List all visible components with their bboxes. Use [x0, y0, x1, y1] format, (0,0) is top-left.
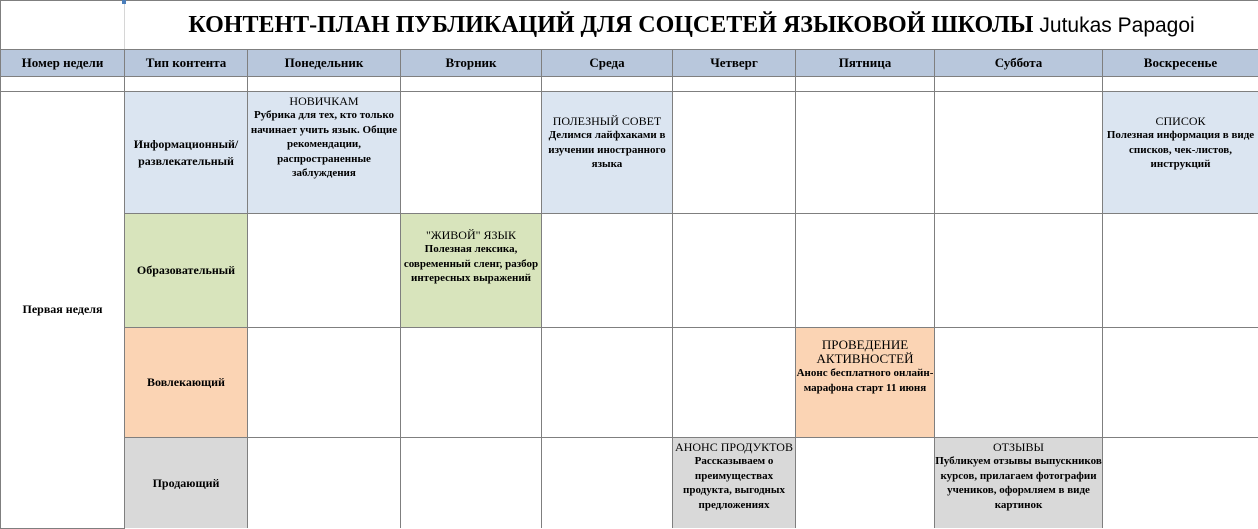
cell[interactable] — [935, 214, 1103, 328]
cell[interactable] — [248, 77, 401, 92]
post-text: Рассказываем о преимуществах продукта, выгодных предложениях — [673, 454, 795, 512]
cell[interactable] — [125, 77, 248, 92]
header-tuesday[interactable]: Вторник — [401, 50, 542, 77]
cell[interactable] — [542, 438, 673, 529]
row-eng — [1, 328, 1258, 438]
cell[interactable] — [935, 92, 1103, 214]
post-heading: ПОЛЕЗНЫЙ СОВЕТ — [542, 114, 672, 128]
cell[interactable] — [1103, 214, 1258, 328]
cell[interactable] — [673, 77, 796, 92]
title-row — [1, 1, 1258, 50]
cell[interactable] — [401, 92, 542, 214]
cell[interactable] — [248, 438, 401, 529]
post-heading: НОВИЧКАМ — [248, 94, 400, 108]
corner-cell[interactable] — [1, 1, 125, 50]
post-cell-info-monday[interactable] — [248, 92, 401, 214]
post-heading: ОТЗЫВЫ — [935, 440, 1102, 454]
post-cell-sell-saturday[interactable] — [935, 438, 1103, 529]
header-friday[interactable]: Пятница — [796, 50, 935, 77]
cell[interactable] — [673, 328, 796, 438]
cell[interactable] — [796, 92, 935, 214]
post-cell-info-sunday[interactable] — [1103, 92, 1258, 214]
row-info — [1, 92, 1258, 214]
cell[interactable] — [935, 328, 1103, 438]
category-sell[interactable]: Продающий — [125, 438, 248, 529]
cell[interactable] — [935, 77, 1103, 92]
column-marker — [122, 0, 126, 4]
category-edu[interactable]: Образовательный — [125, 214, 248, 328]
cell[interactable] — [401, 77, 542, 92]
cell[interactable] — [401, 438, 542, 529]
post-heading: СПИСОК — [1103, 114, 1258, 128]
header-saturday[interactable]: Суббота — [935, 50, 1103, 77]
category-info[interactable]: Информационный/ развлекательный — [125, 92, 248, 214]
blank-row — [1, 77, 1258, 92]
cell[interactable] — [673, 214, 796, 328]
week-label[interactable]: Первая неделя — [1, 92, 125, 529]
cell[interactable] — [796, 438, 935, 529]
cell[interactable] — [1103, 77, 1258, 92]
cell[interactable] — [796, 77, 935, 92]
post-text: Рубрика для тех, кто только начинает учить язык. Общие рекомендации, распространенные заблуждения — [248, 108, 400, 181]
page-title[interactable] — [125, 1, 1258, 50]
cell[interactable] — [401, 328, 542, 438]
post-text: Делимся лайфхаками в изучении иностранного языка — [542, 128, 672, 172]
header-sunday[interactable]: Воскресенье — [1103, 50, 1258, 77]
category-eng[interactable]: Вовлекающий — [125, 328, 248, 438]
title-brand: Jutukas Papagoi — [1039, 14, 1194, 37]
cell[interactable] — [248, 328, 401, 438]
header-row — [1, 50, 1258, 77]
row-sell — [1, 438, 1258, 529]
cell[interactable] — [1, 77, 125, 92]
header-week[interactable]: Номер недели — [1, 50, 125, 77]
header-monday[interactable]: Понедельник — [248, 50, 401, 77]
post-cell-eng-friday[interactable] — [796, 328, 935, 438]
header-thursday[interactable]: Четверг — [673, 50, 796, 77]
header-type[interactable]: Тип контента — [125, 50, 248, 77]
post-heading: АНОНС ПРОДУКТОВ — [673, 440, 795, 454]
post-text: Анонс бесплатного онлайн-марафона старт 11 июня — [796, 366, 934, 395]
post-text: Полезная информация в виде списков, чек-листов, инструкций — [1103, 128, 1258, 172]
cell[interactable] — [542, 77, 673, 92]
post-cell-info-wednesday[interactable] — [542, 92, 673, 214]
cell[interactable] — [248, 214, 401, 328]
cell[interactable] — [542, 214, 673, 328]
post-cell-edu-tuesday[interactable] — [401, 214, 542, 328]
post-heading: "ЖИВОЙ" ЯЗЫК — [401, 228, 541, 242]
cell[interactable] — [796, 214, 935, 328]
cell[interactable] — [673, 92, 796, 214]
cell[interactable] — [1103, 328, 1258, 438]
title-main: КОНТЕНТ-ПЛАН ПУБЛИКАЦИЙ ДЛЯ СОЦСЕТЕЙ ЯЗЫКОВОЙ ШКОЛЫ — [188, 12, 1033, 38]
post-text: Полезная лексика, современный сленг, разбор интересных выражений — [401, 242, 541, 286]
header-wednesday[interactable]: Среда — [542, 50, 673, 77]
row-edu — [1, 214, 1258, 328]
post-text: Публикуем отзывы выпускников курсов, прилагаем фотографии учеников, оформляем в виде картинок — [935, 454, 1102, 512]
cell[interactable] — [542, 328, 673, 438]
post-heading: ПРОВЕДЕНИЕ АКТИВНОСТЕЙ — [796, 338, 934, 366]
post-cell-sell-thursday[interactable] — [673, 438, 796, 529]
cell[interactable] — [1103, 438, 1258, 529]
